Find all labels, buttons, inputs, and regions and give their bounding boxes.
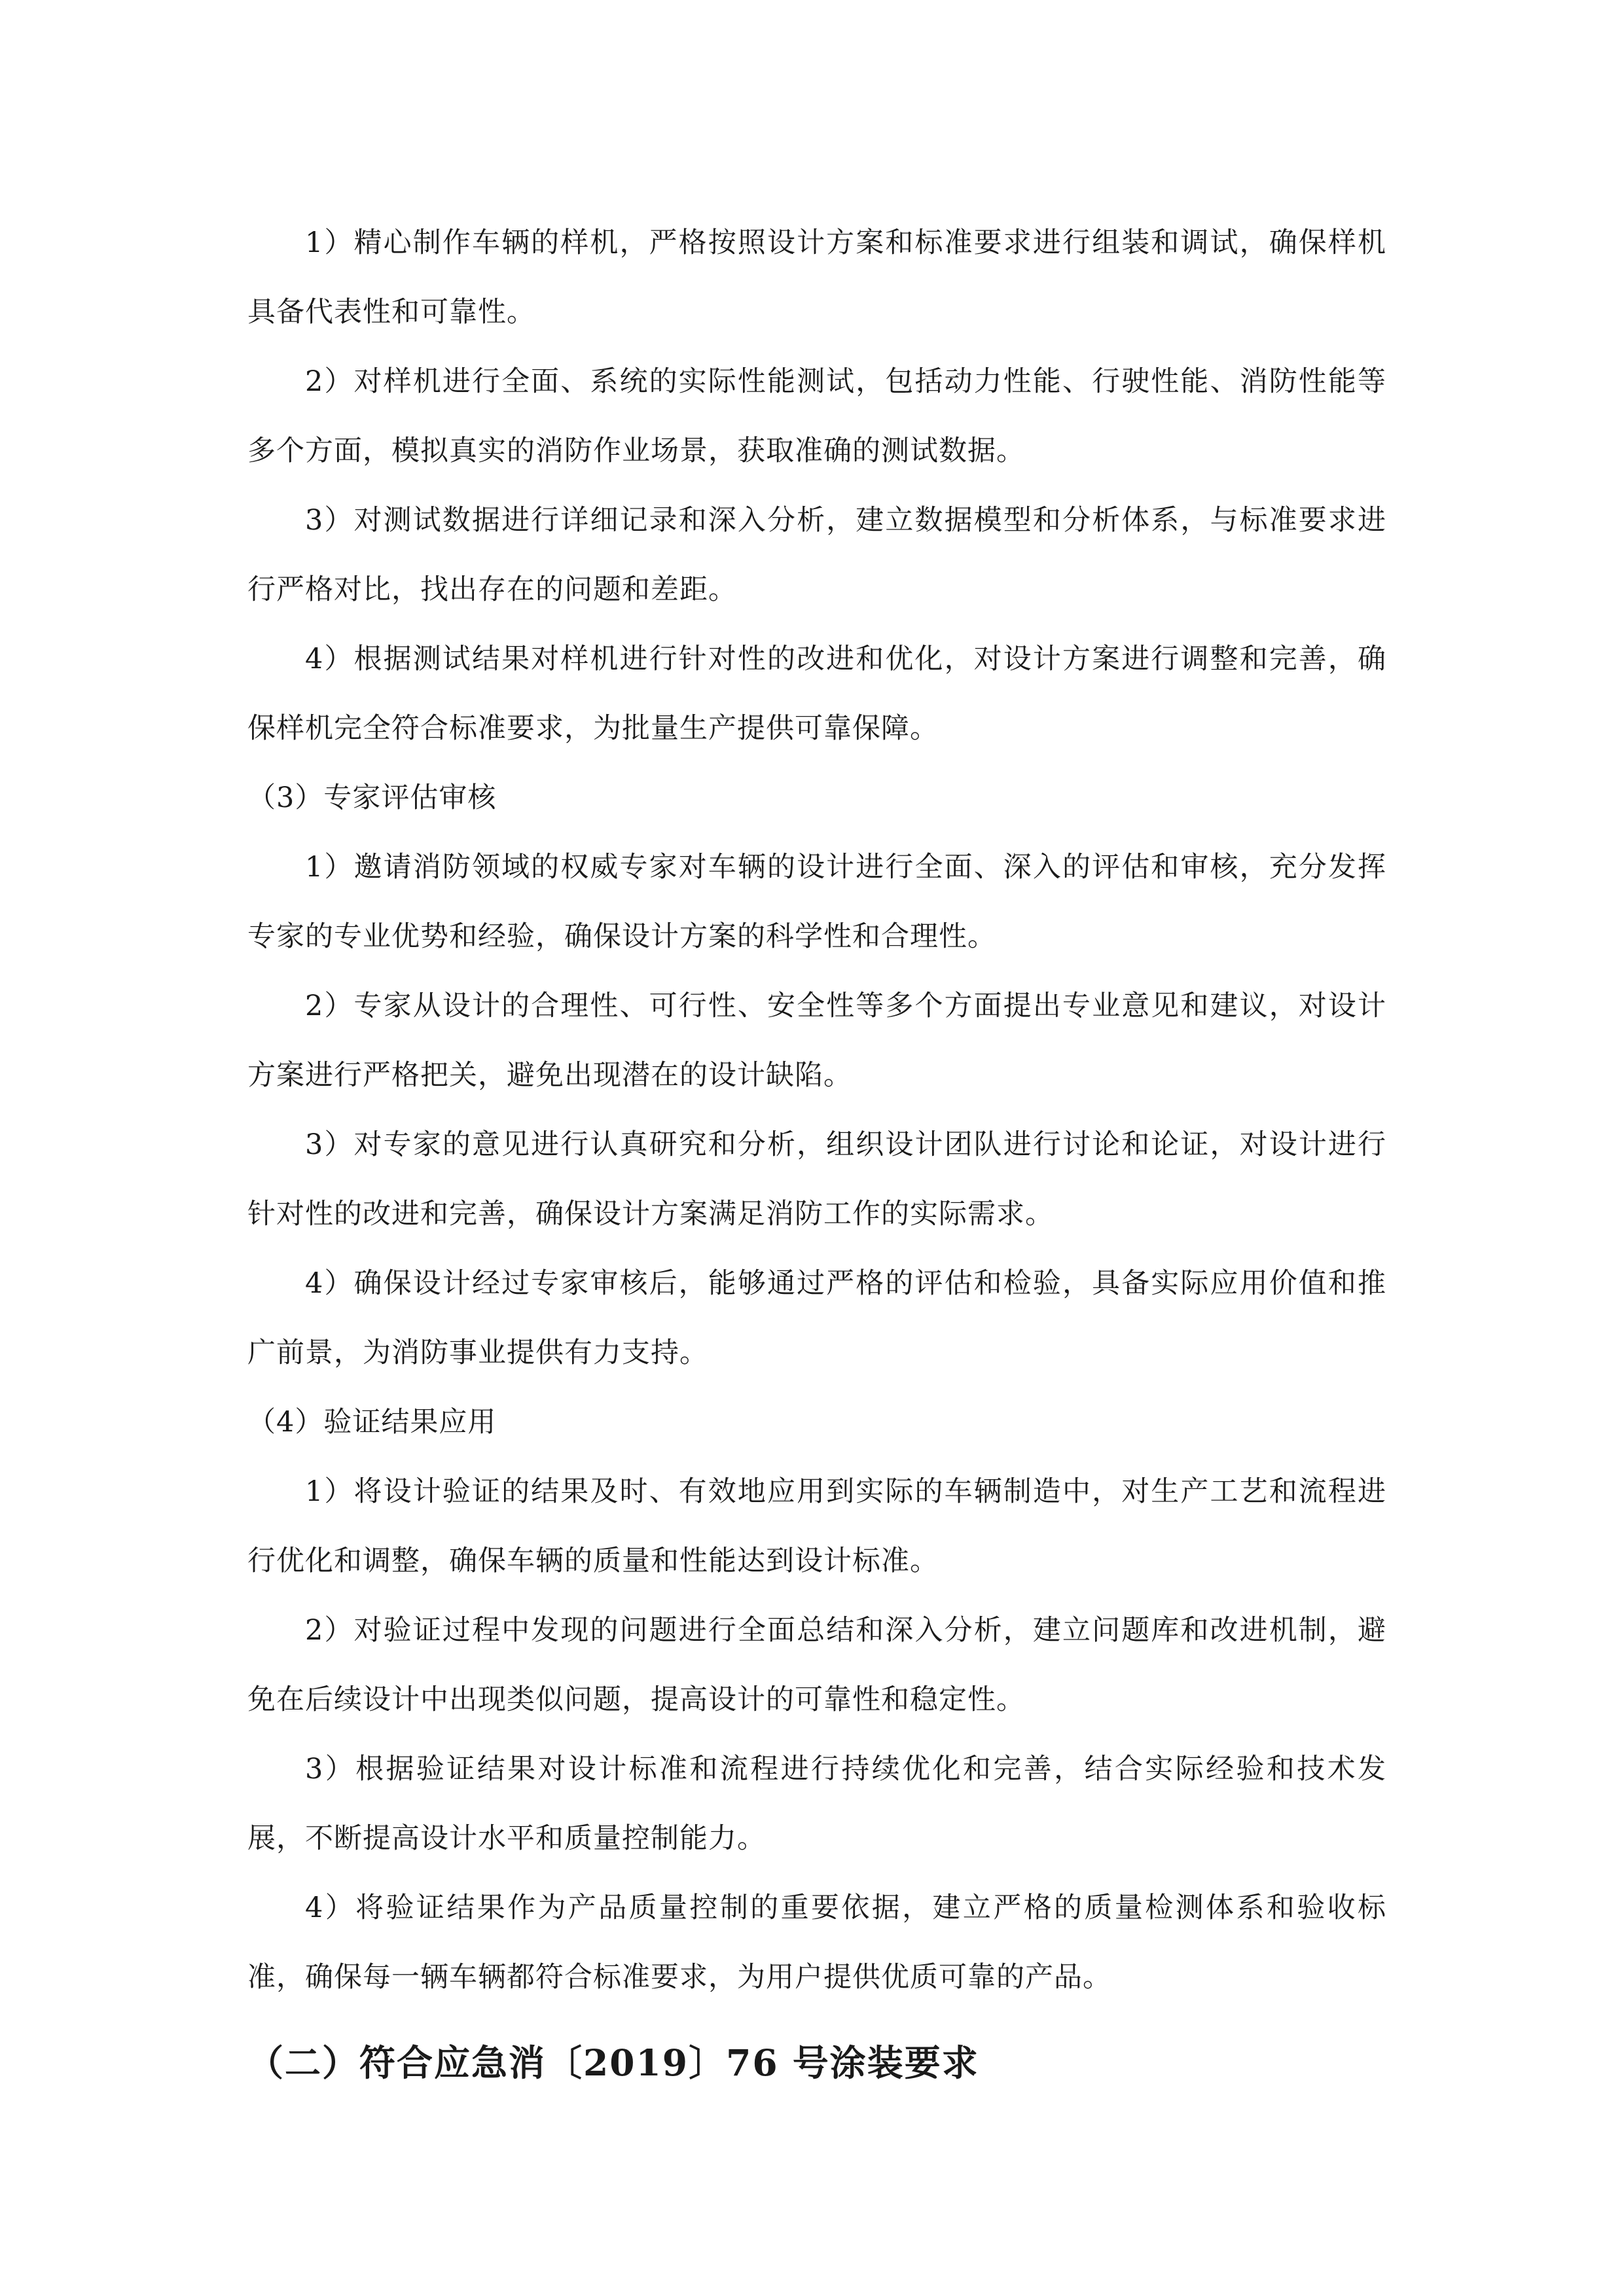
paragraph-sample-4: 4）根据测试结果对样机进行针对性的改进和优化，对设计方案进行调整和完善，确保样机完全符合标准要求，为批量生产提供可靠保障。 [247, 643, 1386, 745]
paragraph-sample-3: 3）对测试数据进行详细记录和深入分析，建立数据模型和分析体系，与标准要求进行严格对比，找出存在的问题和差距。 [247, 504, 1386, 606]
subheading-expert-review: （3）专家评估审核 [247, 781, 497, 814]
paragraph-expert-4: 4）确保设计经过专家审核后，能够通过严格的评估和检验，具备实际应用价值和推广前景，为消防事业提供有力支持。 [247, 1267, 1386, 1369]
paragraph-result-2: 2）对验证过程中发现的问题进行全面总结和深入分析，建立问题库和改进机制，避免在后续设计中出现类似问题，提高设计的可靠性和稳定性。 [247, 1614, 1386, 1716]
paragraph-expert-3: 3）对专家的意见进行认真研究和分析，组织设计团队进行讨论和论证，对设计进行针对性的改进和完善，确保设计方案满足消防工作的实际需求。 [247, 1128, 1386, 1230]
paragraph-sample-2: 2）对样机进行全面、系统的实际性能测试，包括动力性能、行驶性能、消防性能等多个方面，模拟真实的消防作业场景，获取准确的测试数据。 [247, 365, 1386, 467]
paragraph-result-1: 1）将设计验证的结果及时、有效地应用到实际的车辆制造中，对生产工艺和流程进行优化和调整，确保车辆的质量和性能达到设计标准。 [247, 1475, 1386, 1577]
paragraph-result-4: 4）将验证结果作为产品质量控制的重要依据，建立严格的质量检测体系和验收标准，确保每一辆车辆都符合标准要求，为用户提供优质可靠的产品。 [247, 1892, 1386, 1994]
document-page [247, 208, 1386, 2102]
paragraph-expert-2: 2）专家从设计的合理性、可行性、安全性等多个方面提出专业意见和建议，对设计方案进行严格把关，避免出现潜在的设计缺陷。 [247, 990, 1386, 1092]
paragraph-expert-1: 1）邀请消防领域的权威专家对车辆的设计进行全面、深入的评估和审核，充分发挥专家的专业优势和经验，确保设计方案的科学性和合理性。 [247, 851, 1386, 953]
section-heading: （二）符合应急消〔2019〕76 号涂装要求 [247, 2041, 979, 2084]
paragraph-result-3: 3）根据验证结果对设计标准和流程进行持续优化和完善，结合实际经验和技术发展，不断提高设计水平和质量控制能力。 [247, 1753, 1386, 1855]
paragraph-sample-1: 1）精心制作车辆的样机，严格按照设计方案和标准要求进行组装和调试，确保样机具备代表性和可靠性。 [247, 226, 1386, 329]
subheading-result-application: （4）验证结果应用 [247, 1406, 497, 1439]
